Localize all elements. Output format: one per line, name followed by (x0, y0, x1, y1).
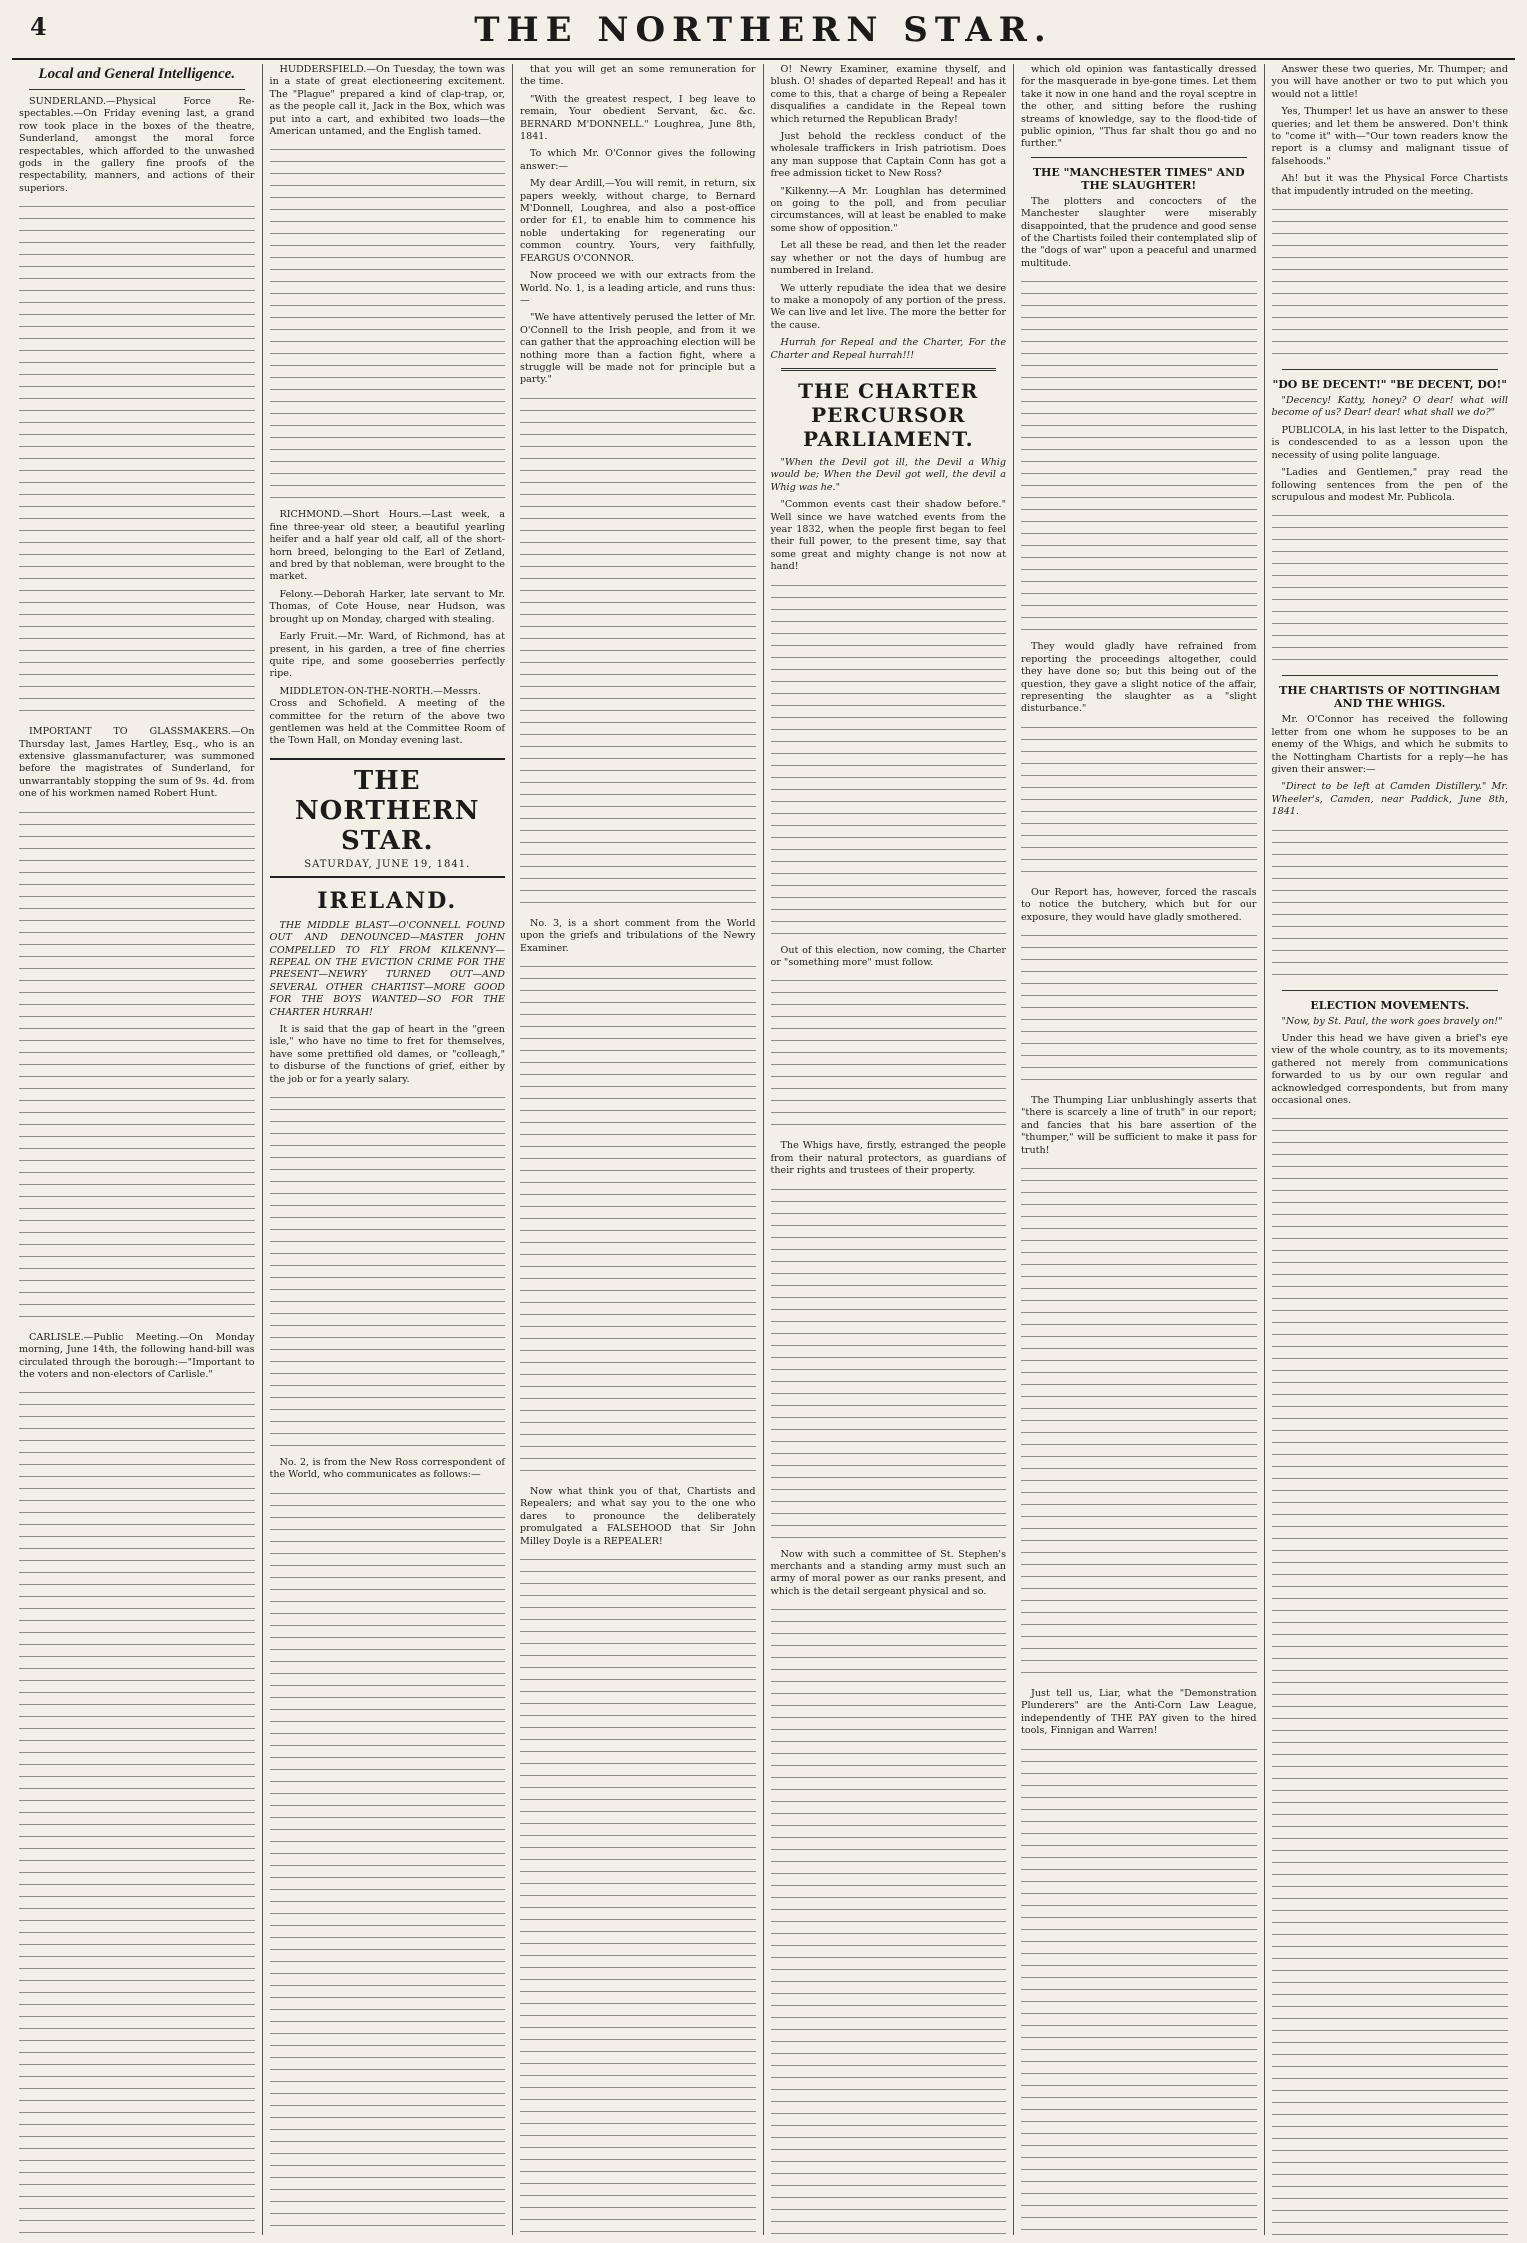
text-block (1272, 203, 1509, 363)
article-election: Out of this election, now coming, the Charter or "something more" must follow. (770, 944, 1006, 968)
article-columns (12, 64, 1515, 2235)
paper-title-box (270, 758, 506, 878)
decent-heading: "DO BE DECENT!" "BE DECENT, DO!" (1272, 378, 1508, 392)
article-masquerade: which old opinion was fantastically dressed for the masquerade in bye-gone times. Let them take it now in one hand and the royal sceptre in the other, and sitting before the rushing streams of knowledge, say to the flood-tide of public opinion, "Thus far shalt thou go and no further." (1021, 64, 1257, 150)
paper-date: SATURDAY, JUNE 19, 1841. (304, 858, 471, 870)
text-block (1272, 1112, 1509, 2235)
article-ladies: "Ladies and Gentlemen," pray read the following sentences from the pen of the scrupulous and modest Mr. Publicola. (1271, 467, 1508, 503)
column-2 (263, 64, 514, 2235)
article-early-fruit: Early Fruit.—Mr. Ward, of Richmond, has at present, in his garden, a tree of fine cherries quite ripe, and some gooseberries perfectly ripe. (269, 631, 505, 680)
election-movements-heading: ELECTION MOVEMENTS. (1310, 998, 1470, 1012)
column-6 (1265, 64, 1516, 2235)
divider (1282, 369, 1499, 370)
divider (1282, 675, 1499, 676)
article-committee: Now with such a committee of St. Stephen's merchants and a standing army must such an army of moral power as our ranks present, and which is the detail sergeant physical and so. (770, 1548, 1006, 1597)
article-thumping-liar: The Thumping Liar unblushingly asserts that "there is scarcely a line of truth" in our report; and fancies that his bare assertion of the "thumper," will be sufficient to make it pass for truth! (1021, 1094, 1257, 1156)
text-block (520, 392, 756, 912)
article-newry: O! Newry Examiner, examine thyself, and blush. O! shades of departed Repeal! and has it come to this, that a charge of being a Repealer disqualifies a candidate in the Repeal town which returned the Republican Brady! (770, 64, 1006, 125)
letter-mdonnell: "With the greatest respect, I beg leave to remain, Your obedient Servant, &c. &c. BERNARD M'DONNELL." Loughrea, June 8th, 1841. (520, 93, 756, 143)
column-1 (12, 64, 263, 2235)
letter-oconnor: My dear Ardill,—You will remit, in return, six papers weekly, without charge, to Bernard M'Donnell, Loughrea, and also a post-office order for £1, to enable him to commence his noble undertaking for regenerating our common country. Yours, very faithfully, FEARGUS O'CONNOR. (520, 178, 756, 264)
text-block (1021, 275, 1257, 635)
article-coming-events: "Common events cast their shadow before." Well since we have watched events from the year 1832, when the people first began to feel their full power, to the present time, say that some great and mighty change is not now at hand! (770, 499, 1006, 573)
article-report: Our Report has, however, forced the rascals to notice the butchery, which but for our exposure, they would have gladly smothered. (1021, 886, 1257, 923)
column-4 (764, 64, 1015, 2235)
page-header (12, 8, 1515, 60)
epigraph: "When the Devil got ill, the Devil a Whig would be; When the Devil got well, the devil a Whig was he." (770, 456, 1006, 493)
article-middleton: MIDDLETON-ON-THE-NORTH.—Messrs. Cross and Schofield. A meeting of the committee for the return of the above two gentlemen was held at the Committee Room of the Town Hall, on Monday evening last. (269, 685, 505, 747)
charter-parliament-heading: THE CHARTER PERCURSOR PARLIAMENT. (798, 378, 979, 451)
article-traffickers: Just behold the reckless conduct of the wholesale traffickers in Irish patriotism. Does any man suppose that Captain Conn has got a free admission ticket to New Ross? (770, 131, 1006, 180)
article-physical-force: Ah! but it was the Physical Force Chartists that impudently intruded on the meeting. (1271, 173, 1508, 197)
text-block (1021, 721, 1257, 881)
text-block (771, 1603, 1007, 2235)
hurrah-line: Hurrah for Repeal and the Charter, For the Charter and Repeal hurrah!!! (770, 337, 1006, 361)
article-falsehood: Now what think you of that, Chartists and Repealers; and what say you to the one who dares to pronounce the deliberately promulgated a FALSEHOOD that Sir John Milley Doyle is a REPEALER! (520, 1485, 756, 1547)
extracts-intro: Now proceed we with our extracts from the World. No. 1, is a leading article, and runs thus:— (520, 270, 756, 306)
text-block (270, 1487, 506, 2235)
text-block (19, 806, 255, 1326)
ireland-heading: IRELAND. (317, 887, 458, 914)
column-3 (513, 64, 764, 2235)
text-block (19, 200, 255, 720)
text-block (1272, 509, 1509, 669)
article-huddersfield: HUDDERSFIELD.—On Tuesday, the town was in a state of great electioneering excitement. The "Plague" prepared a kind of clap-trap, or, as the people call it, Jack in the Box, which was put into a cart, and exhibited two loads—the American untamed, and the English tamed. (269, 64, 505, 138)
article-nottingham: Mr. O'Connor has received the following letter from one whom he supposes to be an enemy of the Whigs, and which he submits to the Nottingham Chartists for a reply—he has given their answer:— (1271, 714, 1508, 775)
page-number: 4 (30, 12, 47, 41)
text-block (270, 143, 506, 503)
election-epigraph: "Now, by St. Paul, the work goes bravely on!" (1281, 1015, 1503, 1027)
article-plunderers: Just tell us, Liar, what the "Demonstration Plunderers" are the Anti-Corn Law League, independently of THE PAY given to the hired tools, Finnigan and Warren! (1021, 1687, 1257, 1737)
column-5 (1014, 64, 1265, 2235)
section-title: Local and General Intelligence. (38, 66, 236, 82)
manchester-heading: THE "MANCHESTER TIMES" AND THE SLAUGHTER! (1032, 165, 1245, 192)
article-kilkenny: "Kilkenny.—A Mr. Loughlan has determined on going to the poll, and from peculiar circumstances, will at least be enabled to make some show of opposition." (770, 185, 1006, 234)
letter-intro: To which Mr. O'Connor gives the following answer:— (520, 148, 756, 172)
decency-quote: "Decency! Katty, honey? O dear! what will become of us? Dear! dear! what shall we do?" (1271, 395, 1508, 419)
article-refrained: They would gladly have refrained from reporting the proceedings altogether, could they have done so; but this being out of the question, they gave a slight notice of the affair, representing the slaughter as a "slight disturbance." (1021, 641, 1257, 715)
text-block (19, 1386, 255, 2235)
article-carlisle: CARLISLE.—Public Meeting.—On Monday morning, June 14th, the following hand-bill was circulated through the borough:—"Important to the voters and non-electors of Carlisle." (19, 1331, 255, 1380)
ireland-summary: THE MIDDLE BLAST—O'CONNELL FOUND OUT AND DENOUNCED—MASTER JOHN COMPELLED TO FLY FROM KILKENNY—REPEAL ON THE EVICTION CRIME FOR THE PRESENT—NEWRY TURNED OUT—AND SEVERAL OTHER CHARTIST—MORE GOOD FOR THE BOYS WANTED—SO FOR THE CHARTER HURRAH! (269, 919, 505, 1018)
article-glassmakers: IMPORTANT TO GLASSMAKERS.—On Thursday last, James Hartley, Esq., who is an extensive glassmanufacturer, was summoned before the magistrates of Sunderland, for unwarrantably stopping the sum of 9s. 4d. from one of his workmen named Robert Hunt. (19, 726, 255, 800)
article-richmond: RICHMOND.—Short Hours.—Last week, a fine three-year old steer, a beautiful yearling heifer and a half year old calf, all of the short-horn breed, belonging to the Earl of Zetland, and bred by that nobleman, were brought to the market. (269, 509, 505, 583)
article-newry-examiner: No. 3, is a short comment from the World upon the griefs and tribulations of the Newry Examiner. (520, 917, 756, 954)
text-block (520, 960, 756, 1480)
text-block (1272, 824, 1509, 984)
article-publicola: PUBLICOLA, in his last letter to the Dispatch, is condescended to as a lesson upon the necessity of using polite language. (1271, 424, 1508, 461)
article-new-ross: No. 2, is from the New Ross correspondent of the World, who communicates as follows:— (269, 1457, 505, 1481)
divider (29, 89, 245, 90)
article-plotters: The plotters and concocters of the Manchester slaughter were miserably disappointed, that the prudence and good sense of the Chartists foiled their contemplated slip of the "dogs of war" upon a peaceful and unarmed multitude. (1021, 195, 1257, 269)
article-election-movements: Under this head we have given a brief's eye view of the whole country, as to its movements; gathered not merely from communications forwarded to us by our own regular and acknowledged correspondents, but from many occasional ones. (1271, 1032, 1508, 1106)
text-block (771, 974, 1007, 1134)
text-block (270, 1091, 506, 1451)
divider (1031, 157, 1247, 158)
masthead-title: THE NORTHERN STAR. (474, 10, 1053, 50)
text-block (771, 1183, 1007, 1543)
article-remuneration: that you will get an some remuneration for the time. (520, 64, 756, 88)
paper-name: THE NORTHERN STAR. (294, 765, 480, 856)
article-queries: Answer these two queries, Mr. Thumper; and you will have another or two to put which you would not a little! (1271, 64, 1508, 100)
article-humbug: Let all these be read, and then let the reader say whether or not the days of humbug are numbered in Ireland. (770, 240, 1006, 277)
article-monopoly: We utterly repudiate the idea that we desire to make a monopoly of any portion of the press. We can live and let live. The more the better for the cause. (770, 282, 1006, 331)
article-thumper: Yes, Thumper! let us have an answer to these queries; and let them be answered. Don't think to "come it" with—"Our town readers know the report is a clumsy and malignant tissue of falsehoods." (1271, 106, 1508, 167)
text-block (1021, 929, 1257, 1089)
article-sunderland: SUNDERLAND.—Physical Force Re-spectables.—On Friday evening last, a grand row took place in the boxes of the theatre, Sunderland, amongst the moral force respectables, which afforded to the unwashed gods in the gallery fine proofs of the respectability, manners, and actions of their superiors. (19, 96, 255, 194)
divider (781, 368, 997, 371)
nottingham-heading: THE CHARTISTS OF NOTTINGHAM AND THE WHIGS. (1279, 684, 1501, 711)
article-ireland: It is said that the gap of heart in the "green isle," who have no time to fret for themselves, have some prettified old dames, or "colleagh," to disburse of the functions of grief, either by the job or for a yearly salary. (269, 1024, 505, 1085)
text-block (1021, 1743, 1257, 2235)
letter-address: "Direct to be left at Camden Distillery." Mr. Wheeler's, Camden, near Paddick, June 8th, 1841. (1271, 781, 1508, 818)
divider (1282, 990, 1499, 991)
text-block (771, 579, 1007, 939)
text-block (1021, 1162, 1257, 1682)
text-block (520, 1553, 756, 2235)
article-world-leader: "We have attentively perused the letter of Mr. O'Connell to the Irish people, and from it we can gather that the approaching election will be nothing more than a faction fight, where a struggle will be made not for principle but a party." (520, 312, 756, 386)
article-whigs: The Whigs have, firstly, estranged the people from their natural protectors, as guardians of their rights and trustees of their property. (770, 1140, 1006, 1177)
article-felony: Felony.—Deborah Harker, late servant to Mr. Thomas, of Cote House, near Hudson, was brought up on Monday, charged with stealing. (269, 588, 505, 625)
